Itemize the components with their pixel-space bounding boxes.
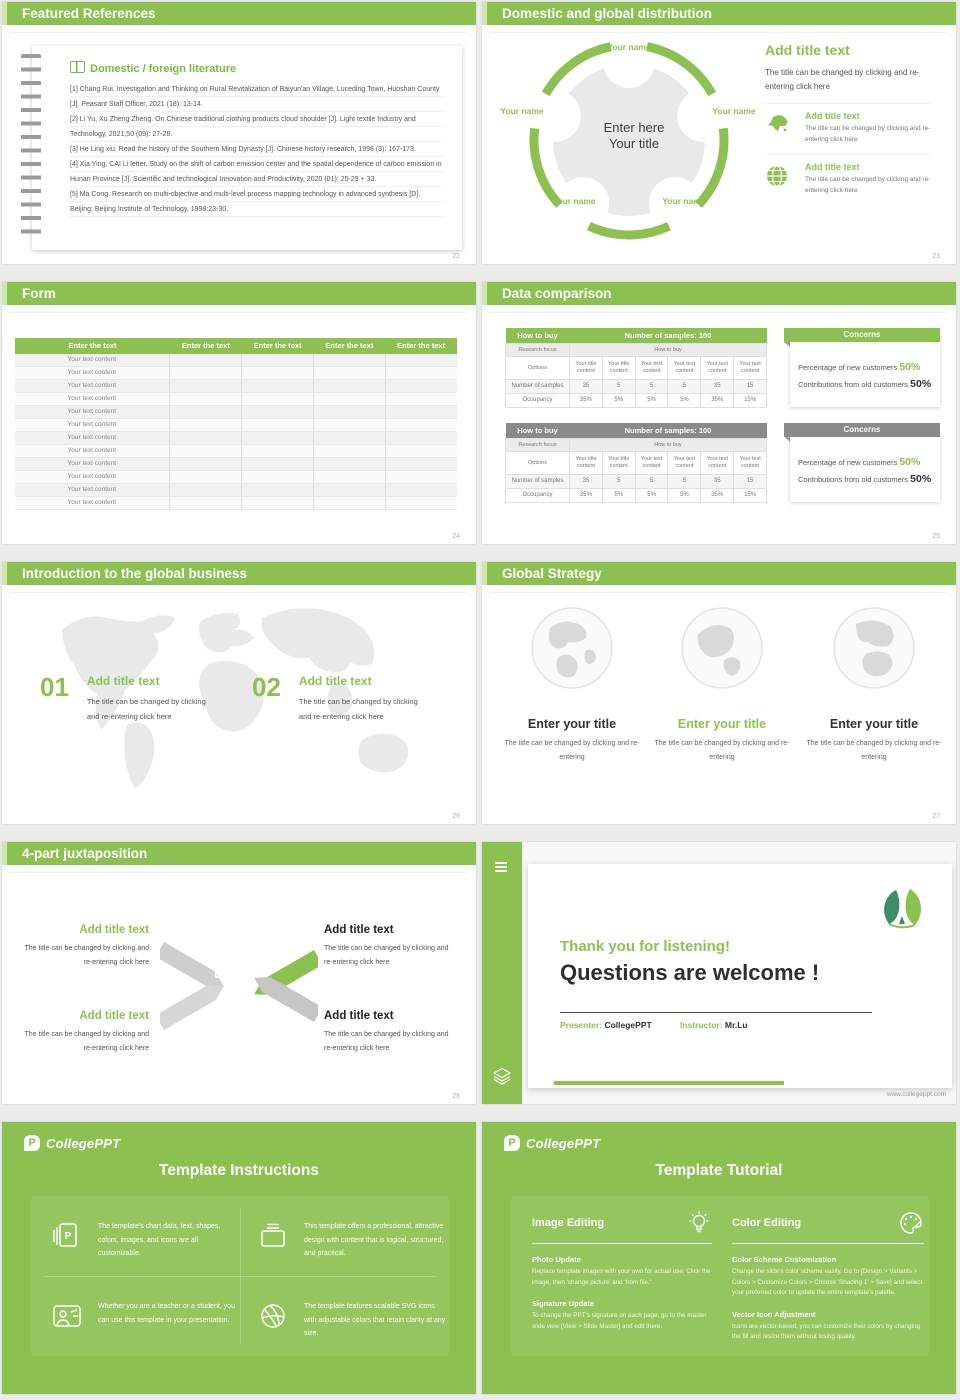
tutorial-column xyxy=(732,1210,924,1343)
table-row: Your text content xyxy=(15,458,457,471)
presenter-row xyxy=(560,1020,774,1030)
slide-title-bar: Form xyxy=(2,282,476,305)
value-green: 50% xyxy=(899,456,921,468)
item-title: Add title text xyxy=(86,674,160,688)
block-title: Add title text xyxy=(79,924,149,936)
page-number: 26 xyxy=(452,813,460,820)
node-label: Your name xyxy=(607,42,651,52)
item-number: 02 xyxy=(252,672,281,702)
instructor-value: Mr.Lu xyxy=(724,1020,748,1030)
reference-list xyxy=(70,82,444,217)
concern-line: Percentage of new customers 50% xyxy=(798,361,921,373)
form-table xyxy=(15,338,457,510)
svg-text:P: P xyxy=(64,1231,72,1242)
slide-title-bar: Domestic and global distribution xyxy=(482,2,956,25)
globe-icon xyxy=(832,606,916,690)
page-title: Template Tutorial xyxy=(655,1162,783,1179)
item-body: The title can be changed by clicking and re-entering click here xyxy=(86,697,206,721)
item-title: Add title text xyxy=(298,674,372,688)
instruction-item xyxy=(52,1300,242,1337)
section-subtitle: Vector Icon Adjustment xyxy=(732,1309,816,1319)
node-label: Your name xyxy=(552,196,596,206)
presenter-label: Presenter: xyxy=(560,1020,603,1030)
menu-icon xyxy=(495,862,507,875)
cell-juxtaposition xyxy=(0,840,480,1120)
book-icon xyxy=(70,61,85,73)
item-body: The title can be changed by clicking and re-entering click here xyxy=(298,697,418,721)
brand-logo xyxy=(24,1135,120,1151)
block-title: Add title text xyxy=(324,924,394,936)
item-title: Enter your title xyxy=(829,717,919,731)
reference-item: [3] He Ling xiu. Read the history of the Southern Ming Dynasty [J]. Chinese history research, 1998 (3): 167-173. xyxy=(70,146,416,153)
slide-title-bar: 4-part juxtaposition xyxy=(2,842,476,865)
column-header: Enter the text xyxy=(181,341,230,350)
page-number: 24 xyxy=(452,533,460,540)
item-title: Enter your title xyxy=(677,717,767,731)
section-body: To change the PPT's signature on each page, go to the master slide view [View > Slide Master] and edit there. xyxy=(532,1312,707,1330)
lightbulb-icon xyxy=(686,1210,712,1236)
divider xyxy=(765,154,930,155)
comparison-table-green: How to buy Number of samples: 100 Research focus How to buy Options Your title content Your title content Your text content Your text content Your text content Your text content Number of samples 35 5 5 5 35 15 Occupancy 35% 5% 5% 5% 35% 15% xyxy=(505,328,767,408)
value-dark: 50% xyxy=(910,473,932,485)
slide-title-bar: Introduction to the global business xyxy=(2,562,476,585)
instruction-item xyxy=(258,1220,448,1261)
item-body: The title can be changed by clicking and re-entering click here xyxy=(805,125,931,143)
panel-title: Add title text xyxy=(765,42,850,58)
right-panel xyxy=(765,42,937,196)
item-body: The title can be changed by clicking and re-entering xyxy=(654,740,790,761)
slides-icon xyxy=(52,1220,86,1257)
table-row: Your text content xyxy=(15,393,457,406)
reference-item: [4] Xia Ying, CAI Li letter. Study on the shift of carbon emission center and the spatial dependence of carbon emission in Hunan Province [J]. Scientific and technological Innovation and Productivity, 2020 (01): 25-29 + 33. xyxy=(70,161,442,183)
table-header-row xyxy=(15,338,457,354)
cell-distribution xyxy=(480,0,960,280)
divider xyxy=(560,1012,872,1013)
tutorial-column xyxy=(532,1210,712,1332)
briefcase-icon xyxy=(258,1220,292,1257)
concerns-card xyxy=(790,432,940,502)
divider xyxy=(765,103,930,104)
brand-name: CollegePPT xyxy=(46,1135,121,1151)
item-number: 01 xyxy=(40,672,69,702)
table-row: Your text content xyxy=(15,497,457,510)
slide-tutorial[interactable] xyxy=(482,1122,956,1394)
column-heading: Color Editing xyxy=(732,1217,802,1229)
questions-line: Questions are welcome ! xyxy=(560,960,820,985)
text-block xyxy=(14,1010,149,1056)
node-label: Your name xyxy=(500,106,544,116)
instruction-item xyxy=(258,1300,448,1341)
divider xyxy=(10,872,468,873)
presenter-value: CollegePPT xyxy=(604,1020,652,1030)
teacher-card-icon xyxy=(52,1300,86,1337)
segment-letter: C xyxy=(221,994,231,1009)
slide-juxtaposition[interactable] xyxy=(2,842,476,1104)
segment-letter: A xyxy=(250,966,260,981)
page-number: 23 xyxy=(932,253,940,260)
section-body: Icons are vector-based, you can customize their colors by changing the fill and resize them without losing quality. xyxy=(732,1322,920,1340)
block-body: The title can be changed by clicking and re-entering click here xyxy=(24,1031,149,1052)
slide-references[interactable] xyxy=(2,2,476,264)
block-title: Add title text xyxy=(79,1010,149,1022)
text-block xyxy=(324,924,459,970)
brand-icon: P xyxy=(24,1135,40,1151)
block-body: The title can be changed by clicking and re-entering click here xyxy=(24,945,149,966)
svg-ball-icon xyxy=(258,1300,292,1337)
concern-line: Contributions from old customers 50% xyxy=(798,473,932,485)
node-label: Your name xyxy=(712,106,756,116)
item-title: Add title text xyxy=(805,162,860,172)
column-header: Enter the text xyxy=(253,341,302,350)
slide-form[interactable] xyxy=(2,282,476,544)
list-item xyxy=(765,162,937,196)
reference-item: [5] Ma Cong. Research on multi-objective and multi-level process mapping technology in advanced synthesis [D]. Beijing: Beijing Institute of Technology, 1998:23-30. xyxy=(70,191,421,213)
strategy-column xyxy=(502,606,642,765)
instruction-item xyxy=(52,1220,242,1261)
concern-line: Contributions from old customers 50% xyxy=(798,378,932,390)
value-green: 50% xyxy=(899,361,921,373)
page-title: Template Instructions xyxy=(159,1162,319,1179)
instruction-text: The template features scalable SVG icons with adjustable colors that retain clarity at any size. xyxy=(304,1303,446,1337)
page-number: 22 xyxy=(452,253,460,260)
instruction-text: Whether you are a teacher or a student, you can use this template in your presentation. xyxy=(98,1303,235,1324)
reference-item: [1] Chang Rui. Investigation and Thinking on Rural Revitalization of Baiyun'an Village, Luceding Town, Huoshan County [J]. Peasant Staff Officer, 2021 (18): 13-14. xyxy=(70,86,440,108)
strategy-column xyxy=(652,606,792,765)
slide-global-strategy[interactable] xyxy=(482,562,956,824)
cell-global-business xyxy=(0,560,480,840)
ribbon-banner: Concerns xyxy=(784,328,940,342)
section-subtitle: Color Scheme Customization xyxy=(732,1255,837,1264)
cell-instructions xyxy=(0,1120,480,1400)
green-accent-bar xyxy=(554,1081,784,1085)
comparison-table-gray: How to buy Number of samples: 100 Research focus How to buy Options Your title content Your title content Your text content Your text content Your text content Your text content Number of samples 35 5 5 5 35 15 Occupancy 35% 5% 5% 5% 35% 15% xyxy=(505,423,767,503)
instructor-label: Instructor: xyxy=(680,1020,723,1030)
cell-form xyxy=(0,280,480,560)
block-title: Add title text xyxy=(324,1010,394,1022)
numbered-item xyxy=(40,674,217,724)
globe-icon xyxy=(765,162,795,193)
table-row: Your text content xyxy=(15,406,457,419)
cell-data-comparison xyxy=(480,280,960,560)
section-subtitle: Photo Update xyxy=(532,1255,581,1264)
thankyou-card xyxy=(528,864,952,1088)
column-heading: Image Editing xyxy=(532,1217,605,1229)
content-panel xyxy=(30,1196,450,1356)
divider xyxy=(44,1276,436,1277)
page-number: 28 xyxy=(452,1093,460,1100)
table-row: Your text content xyxy=(15,432,457,445)
divider xyxy=(490,312,948,313)
segment-letter: D xyxy=(214,966,224,981)
reference-item: [2] Li Yu, Xu Zheng Zheng. On Chinese traditional clothing products cloud shoulder [J]. Light textile Industry and Technology, 2021,50 (09): 27-28. xyxy=(70,116,416,138)
content-panel xyxy=(510,1196,930,1356)
diagram-center-title: Enter here Your title xyxy=(603,120,665,151)
ribbon-x-diagram xyxy=(160,940,318,1032)
text-block xyxy=(324,1010,459,1056)
brand-icon: P xyxy=(504,1135,520,1151)
text-block xyxy=(14,924,149,970)
slide-data-comparison[interactable] xyxy=(482,282,956,544)
china-map-icon xyxy=(765,111,795,140)
block-body: The title can be changed by clicking and re-entering click here xyxy=(324,1031,449,1052)
segment-letter: B xyxy=(247,994,257,1009)
column-header: Enter the text xyxy=(68,341,117,350)
gear-diagram xyxy=(494,28,764,258)
item-body: The title can be changed by clicking and re-entering click here xyxy=(805,176,931,194)
concern-line: Percentage of new customers 50% xyxy=(798,456,921,468)
list-item xyxy=(765,111,937,145)
divider xyxy=(490,592,948,593)
value-dark: 50% xyxy=(910,378,932,390)
globe-icon xyxy=(680,606,764,690)
slide-title-bar: Featured References xyxy=(2,2,476,25)
node-label: Your name xyxy=(662,196,706,206)
spiral-binding-icon xyxy=(21,54,41,242)
brand-logo xyxy=(504,1135,600,1151)
item-title: Enter your title xyxy=(527,717,617,731)
section-body: Replace template images with your own for actual use. Click the image, then 'change picture' and 'from file.' xyxy=(532,1268,711,1286)
section-body: Change the slide's color scheme easily. Go to [Design > Variants > Colors > Customize Colors > Choose 'Shading 1' > Save] and select your preferred color to update the entire template's palette. xyxy=(732,1268,923,1296)
slide-distribution[interactable] xyxy=(482,2,956,264)
instruction-text: This template offers a professional, attractive design with content that is logical, structured, and practical. xyxy=(304,1223,444,1257)
green-sidebar xyxy=(482,842,522,1104)
brand-name: CollegePPT xyxy=(526,1135,601,1151)
column-header: Enter the text xyxy=(397,341,446,350)
page-number: 25 xyxy=(932,533,940,540)
page-number: 27 xyxy=(932,813,940,820)
numbered-item xyxy=(252,674,429,724)
cell-references xyxy=(0,0,480,280)
table-row: Your text content xyxy=(15,354,457,367)
table-row: Your text content xyxy=(15,471,457,484)
column-header: Enter the text xyxy=(325,341,374,350)
layers-icon xyxy=(492,1066,512,1086)
slide-thankyou[interactable] xyxy=(482,842,956,1104)
slide-title-bar: Global Strategy xyxy=(482,562,956,585)
item-body: The title can be changed by clicking and re-entering xyxy=(504,740,640,761)
concerns-card xyxy=(790,337,940,407)
slide-instructions[interactable] xyxy=(2,1122,476,1394)
slide-global-business[interactable] xyxy=(2,562,476,824)
strategy-column xyxy=(804,606,944,765)
section-title: Domestic / foreign literature xyxy=(70,60,236,75)
cell-thankyou xyxy=(480,840,960,1120)
palette-icon xyxy=(898,1210,924,1236)
slide-title-bar: Data comparison xyxy=(482,282,956,305)
cell-tutorial xyxy=(480,1120,960,1400)
cell-global-strategy xyxy=(480,560,960,840)
globe-icon xyxy=(530,606,614,690)
item-title: Add title text xyxy=(805,111,860,121)
table-row: Your text content xyxy=(15,419,457,432)
ribbon-banner: Concerns xyxy=(784,423,940,437)
table-row: Your text content xyxy=(15,367,457,380)
block-body: The title can be changed by clicking and re-entering click here xyxy=(324,945,449,966)
table-row: Your text content xyxy=(15,445,457,458)
item-body: The title can be changed by clicking and re-entering xyxy=(806,740,942,761)
instruction-text: The template's chart data, text, shapes, colors, images, and icons are all customizable. xyxy=(98,1223,221,1257)
notebook-card xyxy=(32,46,462,250)
website-url: www.collegeppt.com xyxy=(886,1091,946,1098)
thankyou-line: Thank you for listening! xyxy=(560,938,731,955)
divider xyxy=(10,312,468,313)
table-row: Your text content xyxy=(15,484,457,497)
brand-leaf-logo-icon xyxy=(880,886,924,932)
divider xyxy=(10,32,468,33)
table-row: Your text content xyxy=(15,380,457,393)
section-subtitle: Signature Update xyxy=(532,1299,595,1308)
panel-body: The title can be changed by clicking and re-entering click here xyxy=(765,68,920,91)
